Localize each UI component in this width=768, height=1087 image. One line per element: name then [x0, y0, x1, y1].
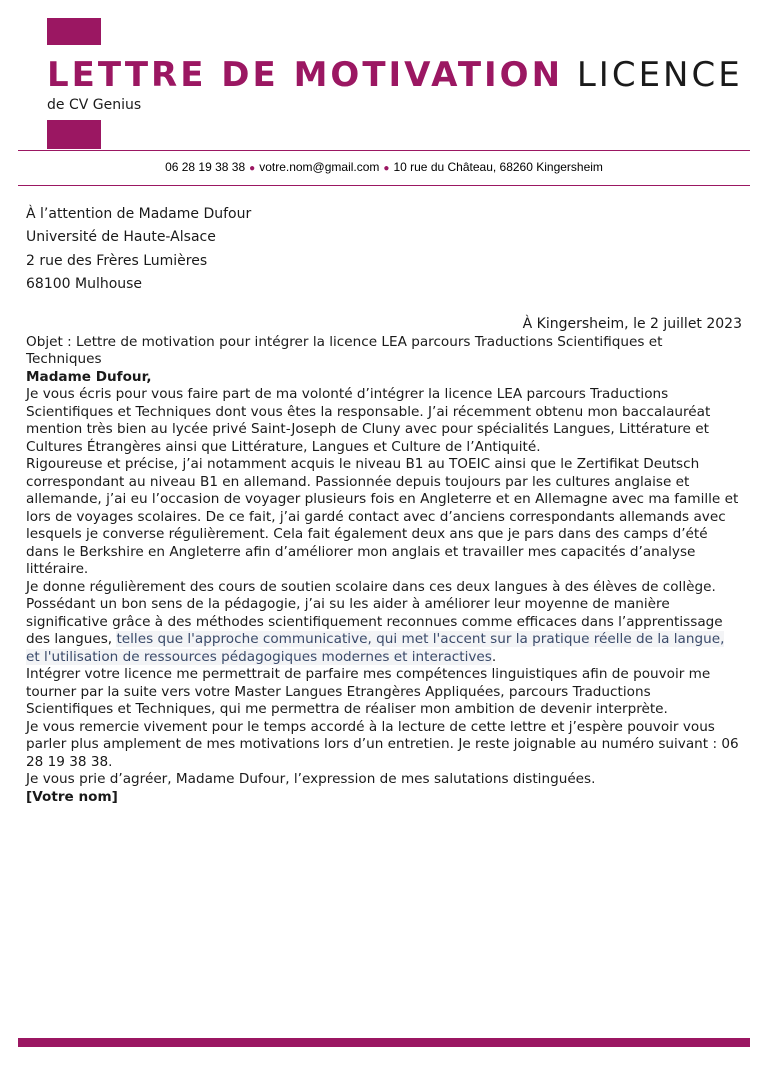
- paragraph: Je vous écris pour vous faire part de ma volonté d’intégrer la licence LEA parcours Traductions Scientifiques et Techniques dont vous êtes la responsable. J’ai récemment obtenu mon baccalauréat mention très bien au lycée privé Saint-Joseph de Cluny avec pour spécialités Langues, Littérature et Cultures Étrangères ainsi que Littérature, Langues et Culture de l’Antiquité.: [26, 386, 711, 455]
- paragraph: Je vous remercie vivement pour le temps accordé à la lecture de cette lettre et j’espère pouvoir vous parler plus amplement de mes motivations lors d’un entretien. Je reste joignable au numéro suivant : 06 28 19 38 38.: [26, 718, 739, 770]
- salutation: Madame Dufour,: [26, 368, 152, 385]
- highlighted-text: telles que l'approche communicative, qui met l'accent sur la pratique réelle de la langue, et l'utilisation de ressources pédagogiques modernes et interactives: [26, 631, 725, 665]
- separator-dot-icon: ●: [383, 163, 390, 174]
- contact-phone: 06 28 19 38 38: [165, 160, 246, 174]
- header-accent-block-top: [47, 18, 101, 45]
- contact-email[interactable]: votre.nom@gmail.com: [259, 160, 380, 174]
- letter-object: Objet : Lettre de motivation pour intégrer la licence LEA parcours Traductions Scientifiques et Techniques: [26, 333, 663, 368]
- recipient-line: Université de Haute-Alsace: [26, 229, 216, 246]
- paragraph-text: .: [491, 648, 497, 665]
- letter-body: [26, 203, 742, 806]
- letter-date: À Kingersheim, le 2 juillet 2023: [522, 315, 742, 332]
- title-light: LICENCE: [576, 55, 743, 95]
- paragraph: [26, 579, 742, 667]
- paragraph: Rigoureuse et précise, j’ai notamment acquis le niveau B1 au TOEIC ainsi que le Zertifikat Deutsch correspondant au niveau B1 en allemand. Passionnée depuis toujours par les cultures anglaise et allemande, j’ai eu l’occasion de voyager plusieurs fois en Angleterre et en Allemagne avec ma famille et lors de voyages scolaires. De ce fait, j’ai gardé contact avec d’anciens correspondants allemands avec lesquels je converse régulièrement. Cela fait également deux ans que je pars dans des camps d’été dans le Berkshire en Angleterre afin d’améliorer mon anglais et travailler mes capacités d’analyse littéraire.: [26, 456, 739, 578]
- recipient-line: À l’attention de Madame Dufour: [26, 206, 252, 222]
- page-title: [47, 53, 743, 97]
- header-accent-block-bottom: [47, 120, 101, 149]
- recipient-block: [26, 203, 742, 297]
- footer-accent-bar: [18, 1038, 750, 1047]
- contact-line: [0, 160, 768, 174]
- separator-dot-icon: ●: [249, 163, 256, 174]
- subtitle: de CV Genius: [47, 97, 142, 113]
- paragraph: Intégrer votre licence me permettrait de parfaire mes compétences linguistiques afin de pouvoir me tourner par la suite vers votre Master Langues Etrangères Appliquées, parcours Traductions Scientifiques et Techniques, qui me permettra de réaliser mon ambition de devenir interprète.: [26, 666, 711, 718]
- divider-bottom: [18, 185, 750, 186]
- signature: [Votre nom]: [26, 788, 118, 805]
- title-strong: LETTRE DE MOTIVATION: [47, 55, 564, 95]
- paragraph: Je vous prie d’agréer, Madame Dufour, l’expression de mes salutations distinguées.: [26, 771, 596, 788]
- divider-top: [18, 150, 750, 151]
- recipient-line: 68100 Mulhouse: [26, 276, 143, 293]
- recipient-line: 2 rue des Frères Lumières: [26, 252, 208, 269]
- contact-address: 10 rue du Château, 68260 Kingersheim: [393, 160, 603, 174]
- paragraph-text: Je donne régulièrement des cours de soutien scolaire dans ces deux langues à des élèves de collège. Possédant un bon sens de la pédagogie, j’ai su les aider à améliorer leur moyenne de manière significative grâce à des méthodes scientifiquement reconnues comme efficaces dans l’apprentissage des langues,: [26, 578, 723, 648]
